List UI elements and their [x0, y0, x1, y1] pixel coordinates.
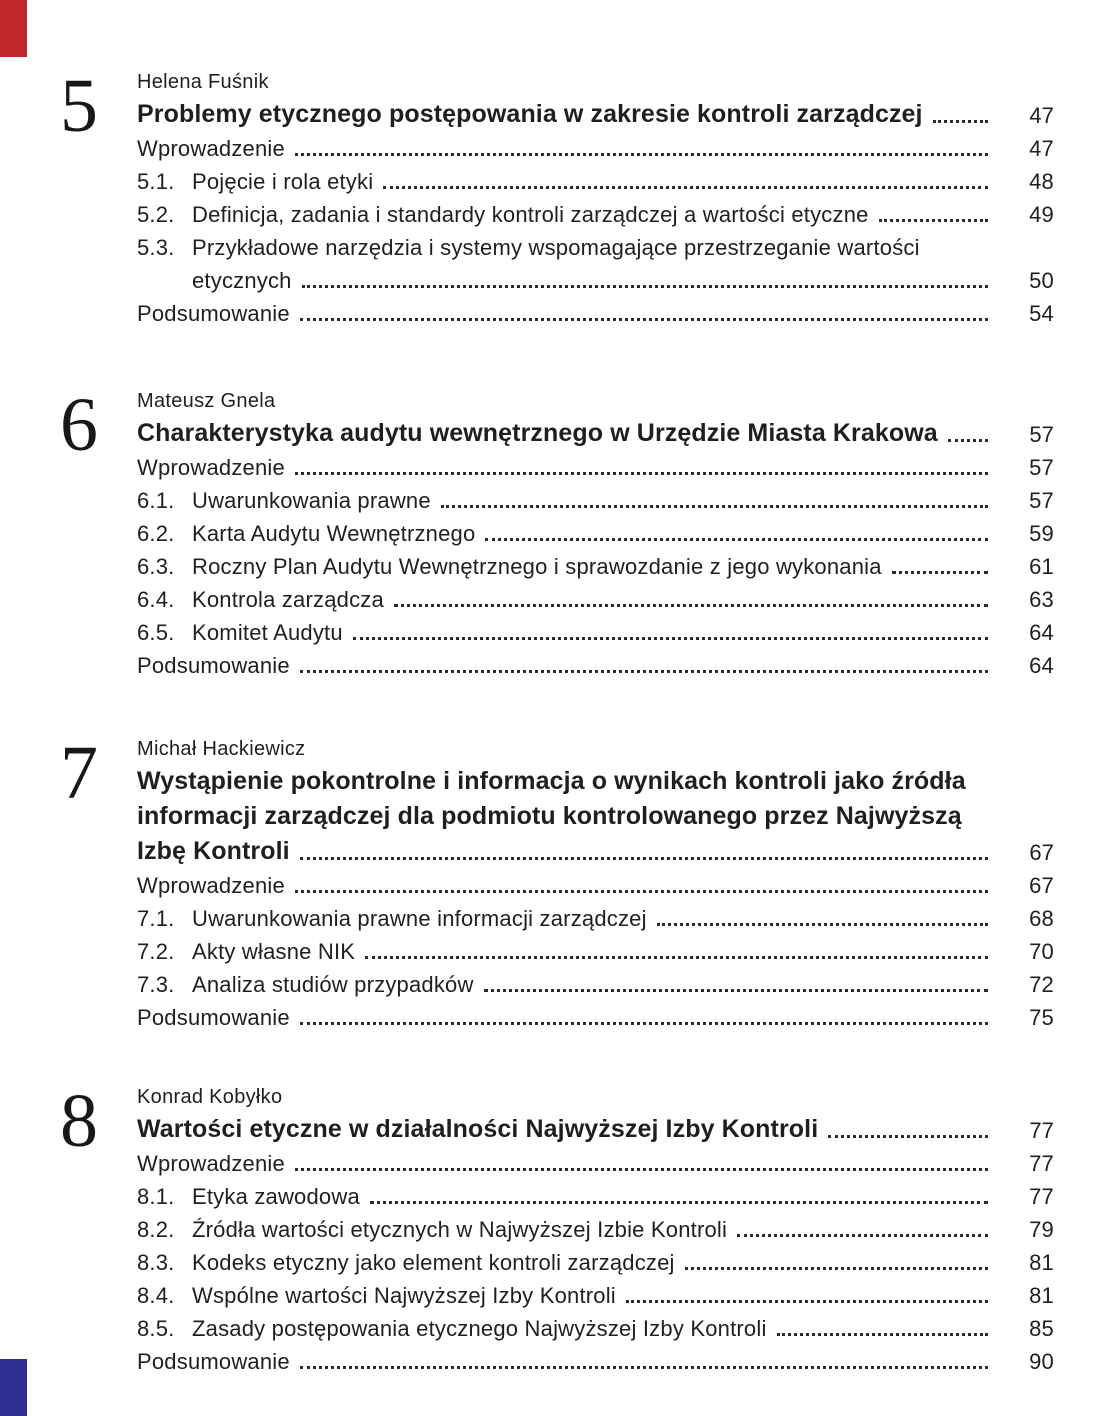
entry-label: Karta Audytu Wewnętrznego [192, 521, 476, 546]
chapter-title-row [137, 94, 1054, 129]
chapter-author: Michał Hackiewicz [137, 738, 306, 760]
dot-leader [777, 1333, 988, 1336]
entry-number: 8.3. [137, 1250, 175, 1275]
toc-entry [137, 195, 1054, 228]
entry-label: Podsumowanie [137, 1005, 290, 1030]
page-number: 77 [1029, 1184, 1054, 1209]
dot-leader [300, 670, 988, 673]
page-number: 49 [1029, 202, 1054, 227]
toc-entry [137, 899, 1054, 932]
toc-entry [137, 866, 1054, 899]
entry-label: etycznych [192, 268, 292, 293]
chapter-number: 8 [60, 1079, 98, 1163]
dot-leader [295, 890, 988, 893]
entry-label: Podsumowanie [137, 653, 290, 678]
chapter-8 [0, 1079, 1106, 1375]
entry-number: 6.1. [137, 488, 175, 513]
dot-leader [353, 637, 988, 640]
page-number: 67 [1029, 873, 1054, 898]
entry-label: Analiza studiów przypadków [192, 972, 474, 997]
entry-label: Wprowadzenie [137, 136, 285, 161]
toc-entry [137, 1276, 1054, 1309]
chapter-title: Izbę Kontroli [137, 837, 290, 865]
page-number: 47 [1029, 103, 1054, 128]
entry-label: Uwarunkowania prawne informacji zarządczej [192, 906, 647, 931]
entry-label: Roczny Plan Audytu Wewnętrznego i sprawozdanie z jego wykonania [192, 554, 882, 579]
dot-leader [295, 153, 988, 156]
toc-entry [137, 129, 1054, 162]
page-number: 63 [1029, 587, 1054, 612]
chapter-title-row [137, 1109, 1054, 1144]
dot-leader [484, 989, 988, 992]
page-number: 57 [1029, 488, 1054, 513]
chapter-title-row [137, 831, 1054, 866]
page-number: 75 [1029, 1005, 1054, 1030]
toc-entry [137, 965, 1054, 998]
page-number: 64 [1029, 620, 1054, 645]
dot-leader [685, 1267, 988, 1270]
dot-leader [302, 285, 988, 288]
toc-entry [137, 1210, 1054, 1243]
toc-entry [137, 448, 1054, 481]
toc-entry [137, 481, 1054, 514]
chapter-title-row [137, 796, 1054, 831]
entry-number: 8.1. [137, 1184, 175, 1209]
page-number: 61 [1029, 554, 1054, 579]
page-number: 54 [1029, 301, 1054, 326]
entry-label: Podsumowanie [137, 301, 290, 326]
entry-number: 5.3. [137, 235, 175, 260]
entry-number: 8.2. [137, 1217, 175, 1242]
dot-leader [295, 472, 988, 475]
toc-entry [137, 646, 1054, 679]
page-number: 48 [1029, 169, 1054, 194]
chapter-title: Wartości etyczne w działalności Najwyższej Izby Kontroli [137, 1115, 819, 1143]
dot-leader [300, 857, 988, 860]
entry-number: 5.2. [137, 202, 175, 227]
entry-label: Podsumowanie [137, 1349, 290, 1374]
dot-leader [626, 1300, 988, 1303]
entry-number: 7.3. [137, 972, 175, 997]
dot-leader [892, 571, 988, 574]
dot-leader [933, 120, 988, 123]
entry-label: Akty własne NIK [192, 939, 356, 964]
entry-number: 7.1. [137, 906, 175, 931]
entry-number: 6.4. [137, 587, 175, 612]
entry-label: Wspólne wartości Najwyższej Izby Kontroli [192, 1283, 616, 1308]
chapter-title: Wystąpienie pokontrolne i informacja o wynikach kontroli jako źródła [137, 767, 966, 795]
entry-label: Etyka zawodowa [192, 1184, 360, 1209]
entry-number: 5.1. [137, 169, 175, 194]
dot-leader [300, 1022, 988, 1025]
dot-leader [370, 1201, 988, 1204]
entry-number: 6.2. [137, 521, 175, 546]
chapter-5 [0, 64, 1106, 327]
dot-leader [383, 186, 988, 189]
page-number: 72 [1029, 972, 1054, 997]
page-number: 64 [1029, 653, 1054, 678]
chapter-number: 7 [60, 731, 98, 815]
chapter-title-row [137, 413, 1054, 448]
toc-entry [137, 580, 1054, 613]
dot-leader [657, 923, 988, 926]
page-number: 68 [1029, 906, 1054, 931]
chapter-title-row [137, 761, 1054, 796]
entry-label: Źródła wartości etycznych w Najwyższej Izbie Kontroli [192, 1217, 728, 1242]
page-number: 81 [1029, 1250, 1054, 1275]
dot-leader [365, 956, 988, 959]
chapter-author: Konrad Kobyłko [137, 1086, 283, 1108]
dot-leader [300, 318, 988, 321]
entry-number: 6.3. [137, 554, 175, 579]
entry-label: Wprowadzenie [137, 1151, 285, 1176]
page-number: 81 [1029, 1283, 1054, 1308]
page-number: 77 [1029, 1118, 1054, 1143]
entry-label: Przykładowe narzędzia i systemy wspomagające przestrzeganie wartości [192, 235, 920, 260]
page-number: 50 [1029, 268, 1054, 293]
page-number: 79 [1029, 1217, 1054, 1242]
dot-leader [828, 1135, 988, 1138]
page-number: 67 [1029, 840, 1054, 865]
dot-leader [948, 439, 988, 442]
chapter-author: Mateusz Gnela [137, 390, 276, 412]
toc-entry [137, 261, 1054, 294]
entry-label: Wprowadzenie [137, 455, 285, 480]
entry-number: 8.5. [137, 1316, 175, 1341]
toc-entry [137, 228, 1054, 261]
entry-label: Komitet Audytu [192, 620, 343, 645]
chapter-title: informacji zarządczej dla podmiotu kontrolowanego przez Najwyższą [137, 802, 962, 830]
chapter-6 [0, 383, 1106, 679]
dot-leader [737, 1234, 988, 1237]
dot-leader [300, 1366, 988, 1369]
dot-leader [879, 219, 988, 222]
chapter-author: Helena Fuśnik [137, 71, 269, 93]
toc-entry [137, 932, 1054, 965]
page-number: 90 [1029, 1349, 1054, 1374]
page-number: 77 [1029, 1151, 1054, 1176]
page-number: 85 [1029, 1316, 1054, 1341]
entry-number: 6.5. [137, 620, 175, 645]
entry-label: Zasady postępowania etycznego Najwyższej Izby Kontroli [192, 1316, 767, 1341]
toc-entry [137, 514, 1054, 547]
entry-number: 7.2. [137, 939, 175, 964]
dot-leader [295, 1168, 988, 1171]
toc-entry [137, 1177, 1054, 1210]
entry-label: Kontrola zarządcza [192, 587, 384, 612]
dot-leader [394, 604, 988, 607]
dot-leader [485, 538, 988, 541]
entry-label: Pojęcie i rola etyki [192, 169, 374, 194]
entry-label: Definicja, zadania i standardy kontroli zarządczej a wartości etyczne [192, 202, 869, 227]
page-number: 59 [1029, 521, 1054, 546]
chapter-title: Charakterystyka audytu wewnętrznego w Urzędzie Miasta Krakowa [137, 419, 938, 447]
entry-label: Wprowadzenie [137, 873, 285, 898]
chapter-title: Problemy etycznego postępowania w zakresie kontroli zarządczej [137, 100, 923, 128]
toc-entry [137, 1243, 1054, 1276]
toc-entry [137, 162, 1054, 195]
entry-label: Kodeks etyczny jako element kontroli zarządczej [192, 1250, 675, 1275]
toc-entry [137, 998, 1054, 1031]
entry-number: 8.4. [137, 1283, 175, 1308]
toc-entry [137, 547, 1054, 580]
toc-entry [137, 613, 1054, 646]
entry-label: Uwarunkowania prawne [192, 488, 431, 513]
chapter-number: 6 [60, 383, 98, 467]
toc-entry [137, 1309, 1054, 1342]
chapter-number: 5 [60, 64, 98, 148]
page-number: 57 [1029, 422, 1054, 447]
chapter-7 [0, 731, 1106, 1031]
page-number: 47 [1029, 136, 1054, 161]
toc-entry [137, 294, 1054, 327]
page-number: 70 [1029, 939, 1054, 964]
dot-leader [441, 505, 988, 508]
toc-entry [137, 1342, 1054, 1375]
page-number: 57 [1029, 455, 1054, 480]
toc-entry [137, 1144, 1054, 1177]
